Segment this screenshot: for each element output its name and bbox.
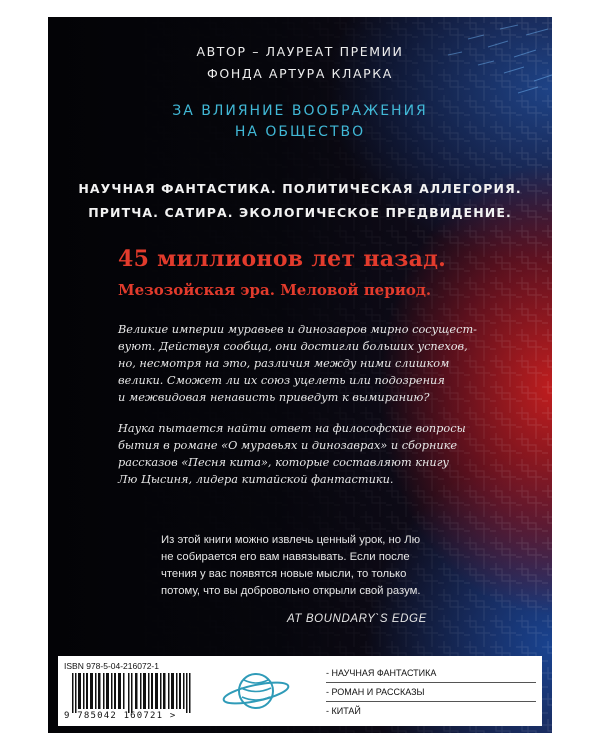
barcode-number: 9 785042 160721 >	[64, 711, 177, 721]
paragraph-line: рассказов «Песня кита», которые составляют книгу	[118, 456, 449, 469]
award-caption-line2: ФОНДА АРТУРА КЛАРКА	[207, 66, 393, 81]
category-item: - КИТАЙ	[326, 701, 536, 720]
paragraph-line: Наука пытается найти ответ на философские вопросы	[118, 422, 466, 435]
quote-line: Из этой книги можно извлечь ценный урок, но Лю	[161, 534, 421, 546]
quote-line: потому, что вы добровольно открыли свой разум.	[161, 585, 421, 597]
paragraph-line: Великие империи муравьев и динозавров мирно сосущест-	[118, 323, 477, 336]
back-cover	[48, 17, 552, 733]
genre-line1: НАУЧНАЯ ФАНТАСТИКА. ПОЛИТИЧЕСКАЯ АЛЛЕГОРИЯ.	[78, 181, 522, 196]
barcode-info-panel	[58, 656, 542, 726]
genre-line2: ПРИТЧА. САТИРА. ЭКОЛОГИЧЕСКОЕ ПРЕДВИДЕНИЕ.	[88, 205, 512, 220]
review-quote	[161, 532, 541, 600]
headline-period: Мезозойская эра. Меловой период.	[118, 281, 432, 299]
quote-line: чтения у вас появятся новые мысли, то только	[161, 568, 407, 580]
category-list	[326, 664, 536, 720]
barcode-block	[64, 661, 202, 723]
quote-line: не собирается его вам навязывать. Если после	[161, 551, 410, 563]
award-reason	[48, 103, 552, 140]
paragraph-line: велики. Сможет ли их союз уцелеть или подозрения	[118, 374, 445, 387]
isbn-text: ISBN 978-5-04-216072-1	[64, 661, 159, 671]
paragraph-line: вуют. Действуя сообща, они достигли больших успехов,	[118, 340, 468, 353]
series-title: AT BOUNDARY`S EDGE	[287, 613, 427, 625]
award-caption-line1: АВТОР – ЛАУРЕАТ ПРЕМИИ	[196, 44, 404, 59]
paragraph-line: но, несмотря на это, различия между ними слишком	[118, 357, 450, 370]
headline-era: 45 миллионов лет назад.	[118, 246, 447, 272]
paragraph-line: Лю Цысиня, лидера китайской фантастики.	[118, 473, 394, 486]
author-award-caption	[48, 44, 552, 81]
genre-list	[48, 177, 552, 225]
planet-logo-icon	[220, 666, 292, 716]
paragraph-line: бытия в романе «О муравьях и динозаврах» и сборнике	[118, 439, 458, 452]
category-item: - НАУЧНАЯ ФАНТАСТИКА	[326, 668, 437, 678]
category-item: - РОМАН И РАССКАЗЫ	[326, 682, 536, 701]
award-reason-line1: ЗА ВЛИЯНИЕ ВООБРАЖЕНИЯ	[172, 103, 428, 119]
paragraph-line: и межвидовая ненависть приведут к вымиранию?	[118, 391, 430, 404]
description-paragraph-2	[118, 420, 538, 488]
description-paragraph-1	[118, 321, 538, 406]
barcode-icon	[72, 673, 194, 713]
award-reason-line2: НА ОБЩЕСТВО	[234, 124, 366, 140]
